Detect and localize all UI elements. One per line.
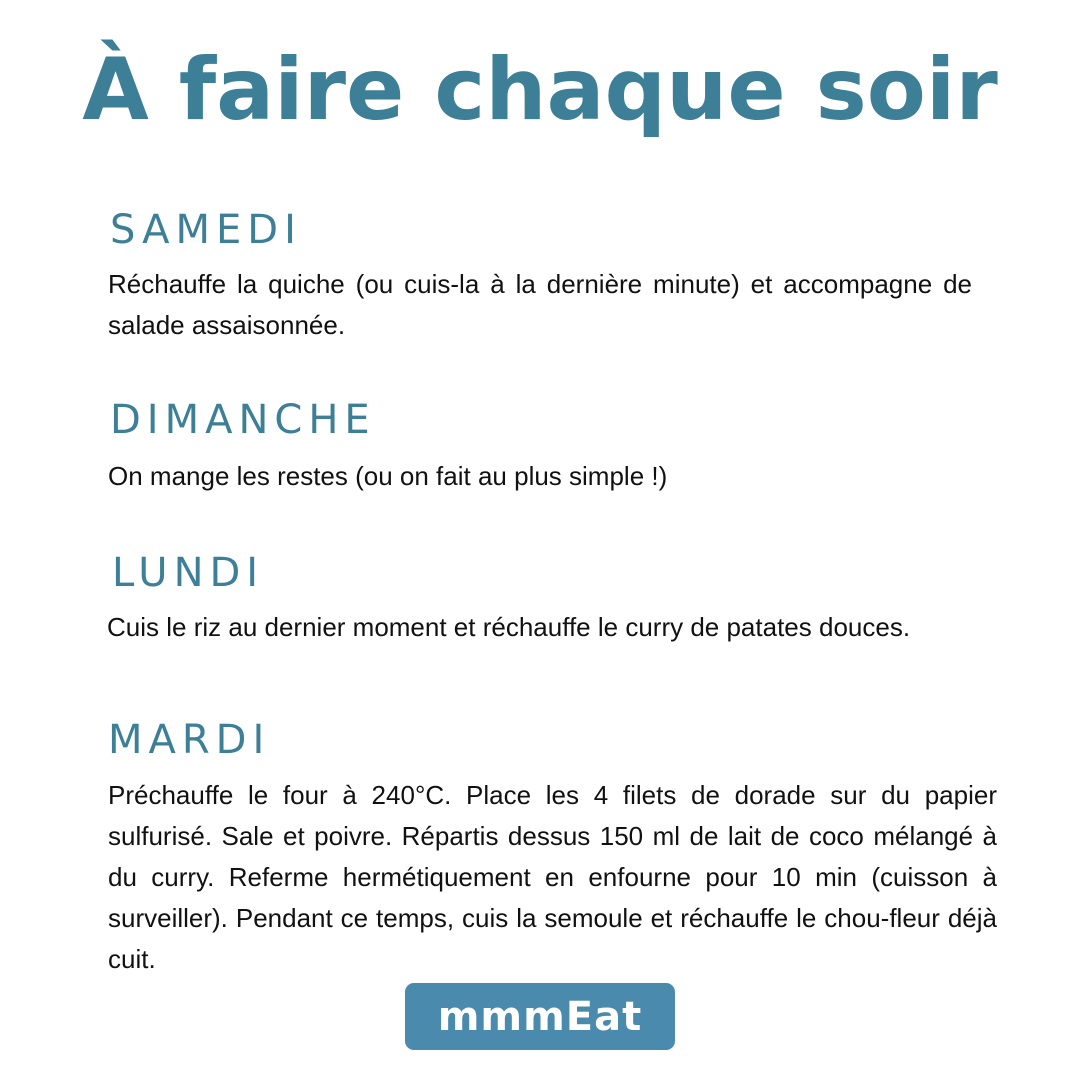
- day-text-samedi: Réchauffe la quiche (ou cuis-la à la dernière minute) et accompagne de salade assaisonnée.: [108, 269, 972, 340]
- day-heading-dimanche: DIMANCHE: [110, 397, 376, 443]
- brand-logo-text: mmmEat: [437, 993, 643, 1040]
- page-title: À faire chaque soir: [82, 40, 998, 140]
- day-heading-mardi: MARDI: [108, 717, 271, 763]
- day-text-lundi: Cuis le riz au dernier moment et réchauffe le curry de patates douces.: [107, 612, 911, 642]
- day-text-dimanche: On mange les restes (ou on fait au plus simple !): [108, 461, 668, 491]
- day-heading-samedi: SAMEDI: [110, 207, 302, 253]
- day-heading-lundi: LUNDI: [112, 550, 265, 596]
- day-text-mardi: Préchauffe le four à 240°C. Place les 4 filets de dorade sur du papier sulfurisé. Sale et poivre. Répartis dessus 150 ml de lait de coco mélangé à du curry. Referme hermétiquement en enfourne pour 10 min (cuisson à surveiller). Pendant ce temps, cuis la semoule et réchauffe le chou-fleur déjà cuit.: [108, 780, 997, 974]
- brand-logo: [405, 983, 675, 1050]
